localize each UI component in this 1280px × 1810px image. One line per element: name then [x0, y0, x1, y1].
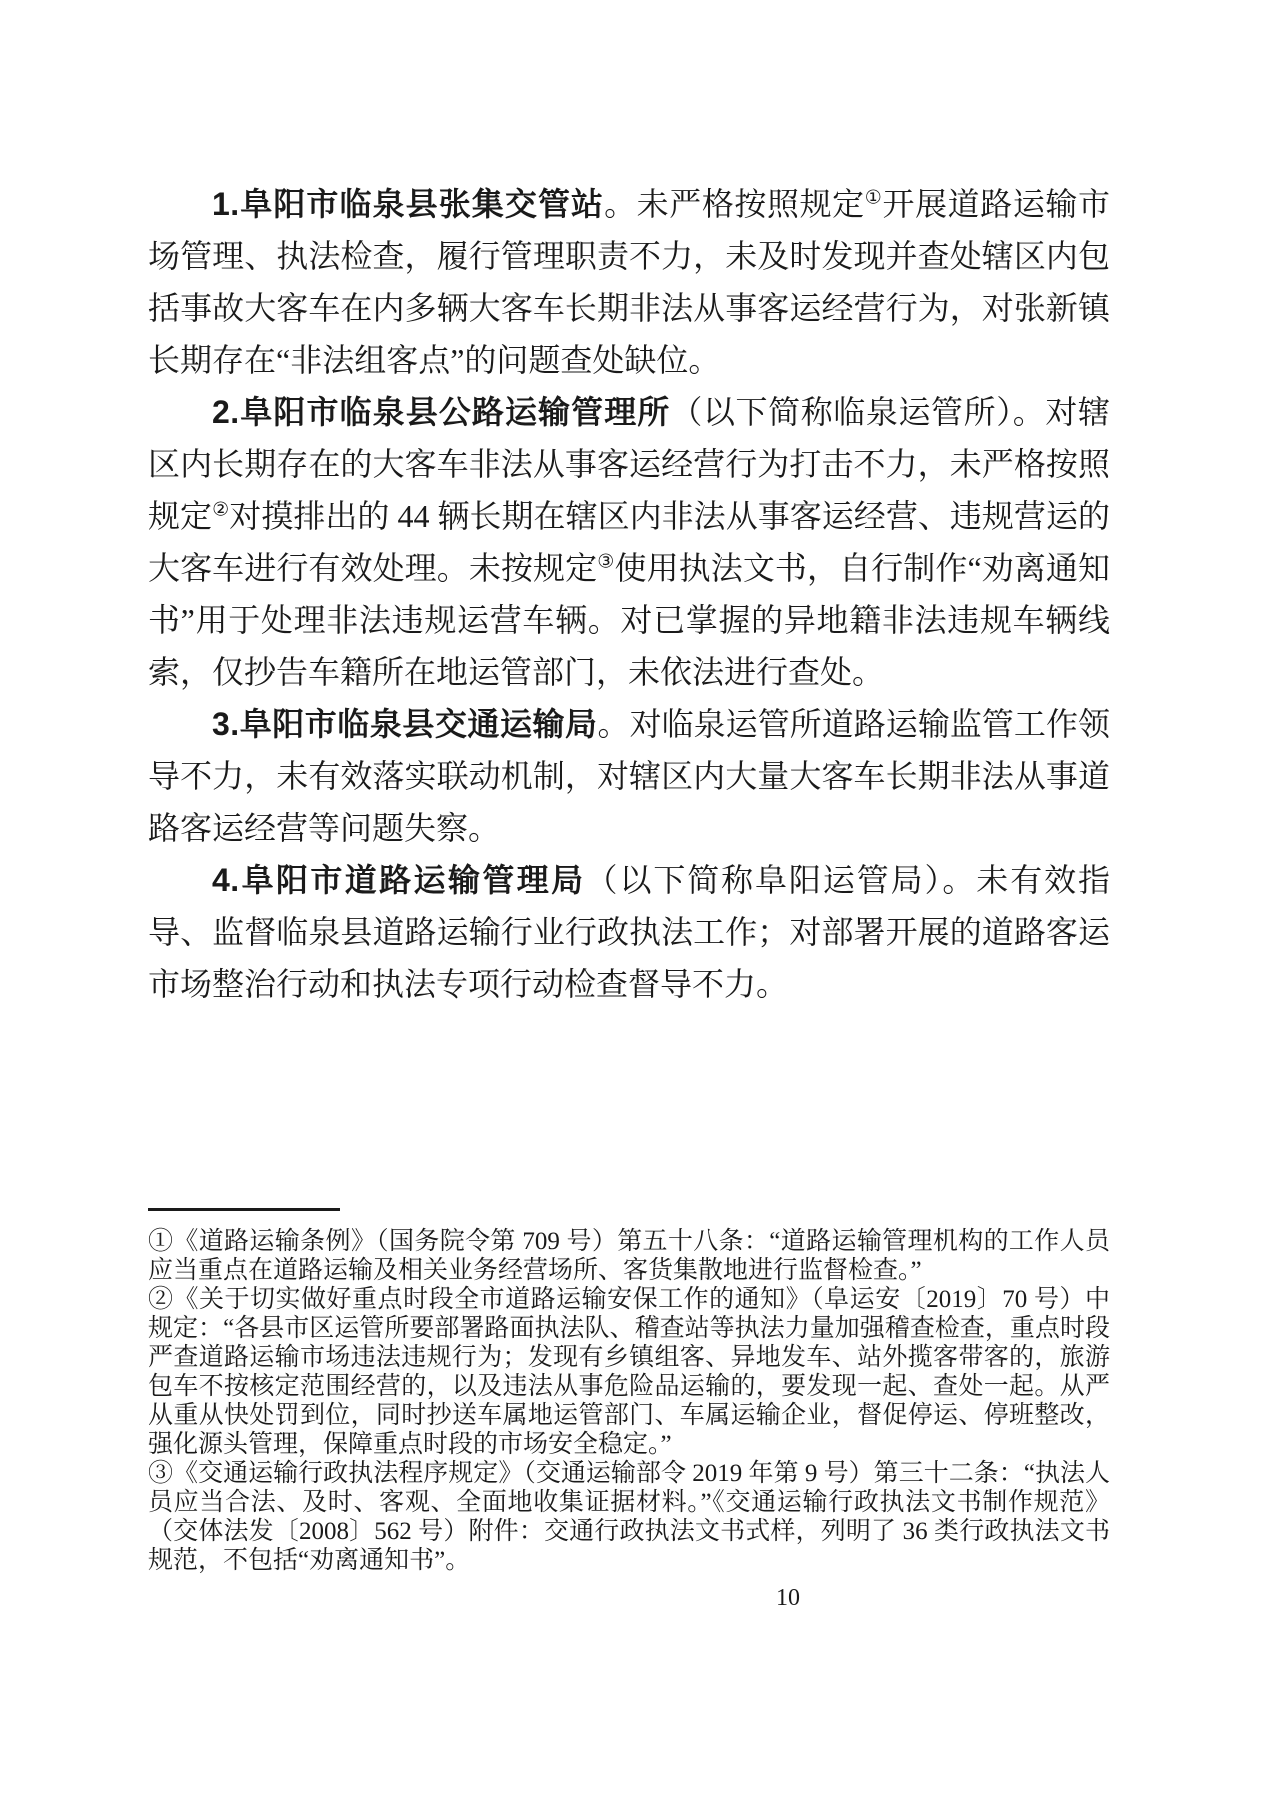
- footnote-ref-3-icon: ③: [597, 551, 615, 573]
- org-name-linquan-highway-office: 2.阜阳市临泉县公路运输管理所: [212, 394, 671, 430]
- footnote-ref-1-icon: ①: [864, 187, 883, 209]
- footnote-2: ②《关于切实做好重点时段全市道路运输安保工作的通知》（阜运安〔2019〕70 号）中规定：“各县市区运管所要部署路面执法队、稽查站等执法力量加强稽查检查，重点时段严查道路运输市场违法违规行为；发现有乡镇组客、异地发车、站外揽客带客的，旅游包车不按核定范围经营的，以及违法从事危险品运输的，要发现一起、查处一起。从严从重从快处罚到位，同时抄送车属地运管部门、车属运输企业，督促停运、停班整改，强化源头管理，保障重点时段的市场安全稳定。”: [148, 1286, 1110, 1458]
- footnote-separator: [148, 1208, 340, 1211]
- finding-paragraph-4: [148, 854, 1110, 1010]
- page-number: 10: [776, 1585, 800, 1611]
- paragraph-text: 。未严格按照规定: [604, 186, 865, 222]
- org-name-zhangji-station: 1.阜阳市临泉县张集交管站: [212, 186, 605, 222]
- paragraph-text: 对摸排出的 44 辆长期在辖区内非法从事客运经营、违规营运的大客车进行有效处理。未按规定: [148, 498, 1110, 586]
- footnote-section: [148, 1227, 1110, 1575]
- finding-paragraph-2: [148, 386, 1110, 698]
- footnote-1: ①《道路运输条例》（国务院令第 709 号）第五十八条：“道路运输管理机构的工作人员应当重点在道路运输及相关业务经营场所、客货集散地进行监督检查。”: [148, 1228, 1110, 1284]
- document-body: [148, 178, 1110, 1611]
- paragraph-text: 。对临泉运管所道路运输监管工作领导不力，未有效落实联动机制，对辖区内大量大客车长期非法从事道路客运经营等问题失察。: [148, 706, 1110, 846]
- finding-paragraph-3: [148, 698, 1110, 854]
- footnote-ref-2-icon: ②: [212, 499, 230, 521]
- paragraph-text: 使用执法文书，自行制作“劝离通知书”用于处理非法违规运营车辆。对已掌握的异地籍非法违规车辆线索，仅抄告车籍所在地运管部门，未依法进行查处。: [148, 550, 1110, 690]
- footnote-3: ③《交通运输行政执法程序规定》（交通运输部令 2019 年第 9 号）第三十二条：“执法人员应当合法、及时、客观、全面地收集证据材料。”《交通运输行政执法文书制作规范》（交体法发〔2008〕562 号）附件：交通行政执法文书式样，列明了 36 类行政执法文书规范，不包括“劝离通知书”。: [148, 1460, 1110, 1574]
- paragraph-text: （以下简称阜阳运管局）。未有效指导、监督临泉县道路运输行业行政执法工作；对部署开展的道路客运市场整治行动和执法专项行动检查督导不力。: [148, 862, 1110, 1002]
- paragraph-text: 开展道路运输市场管理、执法检查，履行管理职责不力，未及时发现并查处辖区内包括事故大客车在内多辆大客车长期非法从事客运经营行为，对张新镇长期存在“非法组客点”的问题查处缺位。: [148, 186, 1110, 378]
- org-name-fuyang-road-transport-admin: 4.阜阳市道路运输管理局: [212, 862, 586, 898]
- org-name-linquan-transport-bureau: 3.阜阳市临泉县交通运输局: [212, 706, 598, 742]
- paragraph-text: （以下简称临泉运管所）。对辖区内长期存在的大客车非法从事客运经营行为打击不力，未严格按照规定: [148, 394, 1110, 534]
- finding-paragraph-1: [148, 178, 1110, 386]
